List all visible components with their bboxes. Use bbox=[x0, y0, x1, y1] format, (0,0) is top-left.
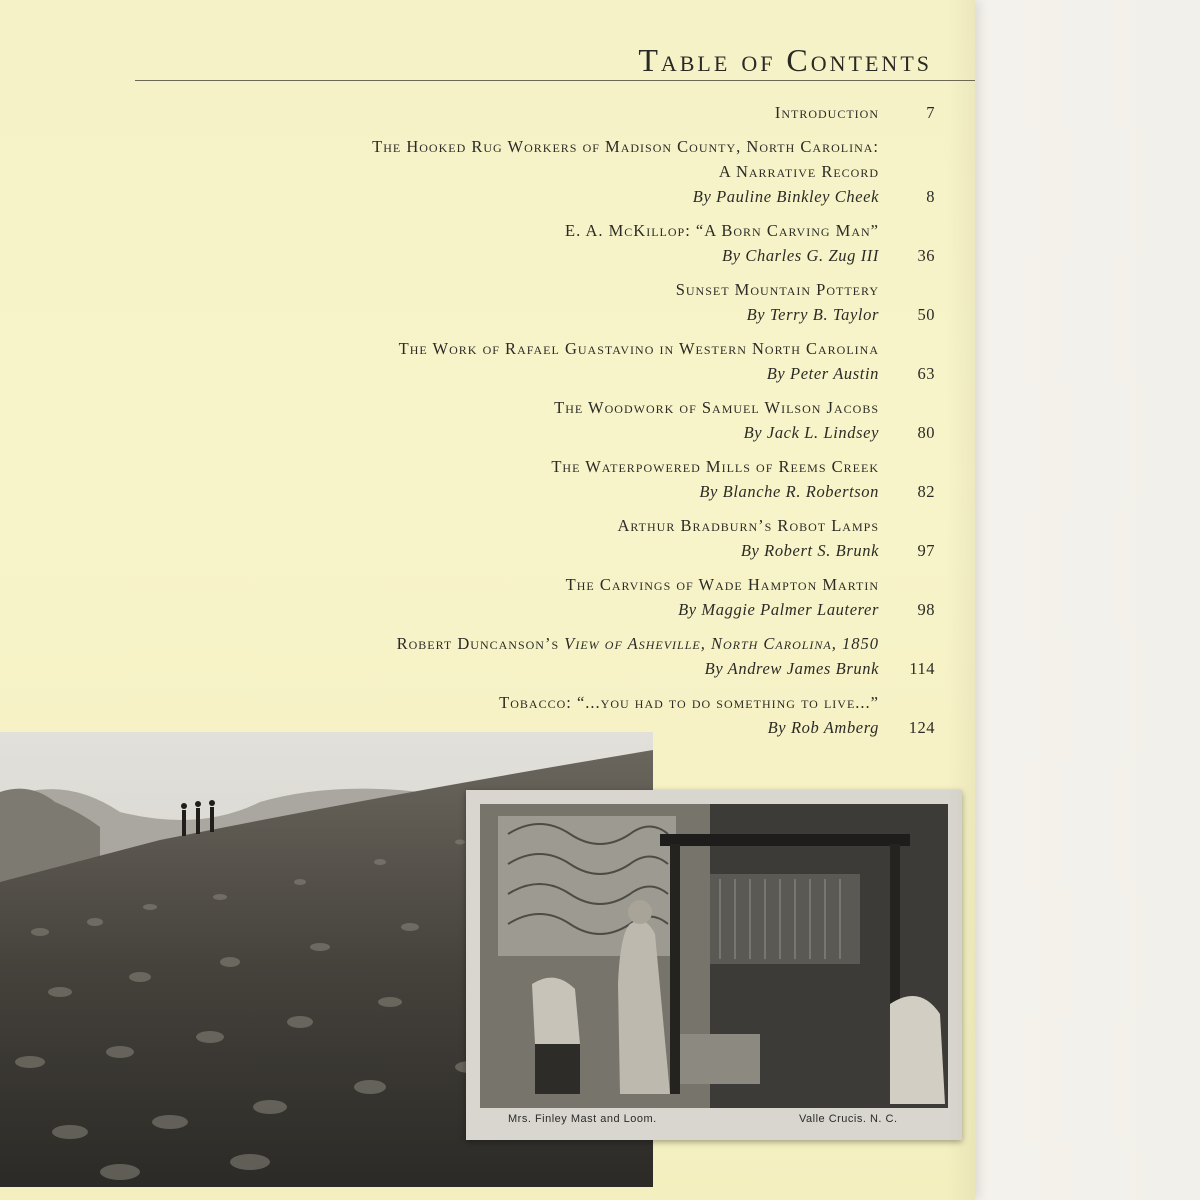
toc-page-number: 114 bbox=[909, 659, 935, 678]
toc-author: By Andrew James Brunk bbox=[704, 659, 879, 678]
toc-line bbox=[200, 538, 935, 563]
toc-line-text bbox=[554, 395, 879, 420]
toc-author: By Pauline Binkley Cheek bbox=[692, 187, 879, 206]
toc-line-text bbox=[399, 336, 879, 361]
toc-title-text: Robert Duncanson’s bbox=[396, 634, 565, 653]
toc-line bbox=[200, 100, 935, 125]
toc-line bbox=[200, 572, 935, 597]
toc-line bbox=[200, 243, 935, 268]
toc-title-text: Introduction bbox=[774, 103, 879, 122]
toc-author: By Robert S. Brunk bbox=[740, 541, 879, 560]
toc-line-text bbox=[768, 715, 879, 740]
toc-page-number: 36 bbox=[917, 246, 935, 265]
toc-line bbox=[200, 513, 935, 538]
toc-line-text bbox=[767, 361, 879, 386]
toc-author: By Rob Amberg bbox=[767, 718, 879, 737]
toc-line-text bbox=[775, 100, 879, 125]
toc-page-number: 50 bbox=[917, 305, 935, 324]
toc-page-number: 82 bbox=[917, 482, 935, 501]
toc-line bbox=[200, 631, 935, 656]
toc-line bbox=[200, 134, 935, 159]
toc-line bbox=[200, 420, 935, 445]
toc-line-text bbox=[397, 631, 879, 656]
toc-title-text: The Waterpowered Mills of Reems Creek bbox=[551, 457, 879, 476]
toc-line-text bbox=[719, 159, 879, 184]
toc-author: By Maggie Palmer Lauterer bbox=[678, 600, 879, 619]
toc-line bbox=[200, 361, 935, 386]
toc-line-text bbox=[617, 513, 879, 538]
toc-line-text bbox=[372, 134, 879, 159]
toc-author: By Terry B. Taylor bbox=[746, 305, 879, 324]
toc-line-text bbox=[699, 479, 879, 504]
toc-line bbox=[200, 454, 935, 479]
toc-line-text bbox=[551, 454, 879, 479]
toc-line-text bbox=[678, 597, 879, 622]
toc-entry bbox=[200, 395, 935, 445]
toc-title-text: The Woodwork of Samuel Wilson Jacobs bbox=[554, 398, 879, 417]
loom-caption-right: Valle Crucis. N. C. bbox=[799, 1113, 898, 1125]
toc-entry bbox=[200, 218, 935, 268]
toc-title-text: The Hooked Rug Workers of Madison County, North Carolina: bbox=[372, 137, 879, 156]
toc-line-text bbox=[693, 184, 879, 209]
toc-line bbox=[200, 597, 935, 622]
toc-entry bbox=[200, 100, 935, 125]
toc-entry bbox=[200, 134, 935, 209]
toc-line bbox=[200, 336, 935, 361]
toc-page-number: 8 bbox=[926, 187, 935, 206]
toc-page-number: 98 bbox=[917, 600, 935, 619]
toc-line-text bbox=[676, 277, 879, 302]
toc-author: By Charles G. Zug III bbox=[722, 246, 879, 265]
toc-entry bbox=[200, 513, 935, 563]
toc-title-text: View of Asheville, North Carolina, 1850 bbox=[564, 634, 879, 653]
title-rule bbox=[135, 80, 975, 81]
toc-title-text: Sunset Mountain Pottery bbox=[675, 280, 879, 299]
toc-title-text: The Work of Rafael Guastavino in Western North Carolina bbox=[398, 339, 879, 358]
loom-caption-left: Mrs. Finley Mast and Loom. bbox=[508, 1113, 657, 1125]
toc-line-text bbox=[565, 218, 879, 243]
toc-line bbox=[200, 218, 935, 243]
toc-line bbox=[200, 302, 935, 327]
toc-title-text: Arthur Bradburn’s Robot Lamps bbox=[617, 516, 879, 535]
toc-page-number: 97 bbox=[917, 541, 935, 560]
toc-line bbox=[200, 159, 935, 184]
toc-page-number: 7 bbox=[926, 103, 935, 122]
toc-page-number: 63 bbox=[917, 364, 935, 383]
toc-entry bbox=[200, 336, 935, 386]
toc-title-text: Tobacco: “...you had to do something to live...” bbox=[499, 693, 879, 712]
toc-entry bbox=[200, 572, 935, 622]
toc-entry bbox=[200, 454, 935, 504]
toc-line-text bbox=[741, 538, 879, 563]
toc-line-text bbox=[747, 302, 879, 327]
toc-author: By Peter Austin bbox=[766, 364, 879, 383]
table-of-contents bbox=[200, 100, 935, 749]
toc-line bbox=[200, 656, 935, 681]
toc-entry bbox=[200, 277, 935, 327]
toc-line bbox=[200, 395, 935, 420]
toc-page-number: 124 bbox=[908, 718, 935, 737]
toc-line bbox=[200, 277, 935, 302]
toc-line-text bbox=[499, 690, 879, 715]
toc-entry bbox=[200, 631, 935, 681]
toc-line-text bbox=[705, 656, 879, 681]
toc-line bbox=[200, 690, 935, 715]
toc-author: By Jack L. Lindsey bbox=[743, 423, 879, 442]
loom-photo bbox=[466, 790, 962, 1140]
toc-title-text: The Carvings of Wade Hampton Martin bbox=[565, 575, 879, 594]
toc-author: By Blanche R. Robertson bbox=[699, 482, 879, 501]
toc-title-text: A Narrative Record bbox=[718, 162, 879, 181]
toc-line bbox=[200, 479, 935, 504]
toc-title-text: E. A. McKillop: “A Born Carving Man” bbox=[565, 221, 879, 240]
toc-line bbox=[200, 184, 935, 209]
toc-line-text bbox=[566, 572, 879, 597]
toc-line-text bbox=[744, 420, 879, 445]
toc-line-text bbox=[722, 243, 879, 268]
toc-page-number: 80 bbox=[917, 423, 935, 442]
page-title: Table of Contents bbox=[638, 42, 932, 78]
